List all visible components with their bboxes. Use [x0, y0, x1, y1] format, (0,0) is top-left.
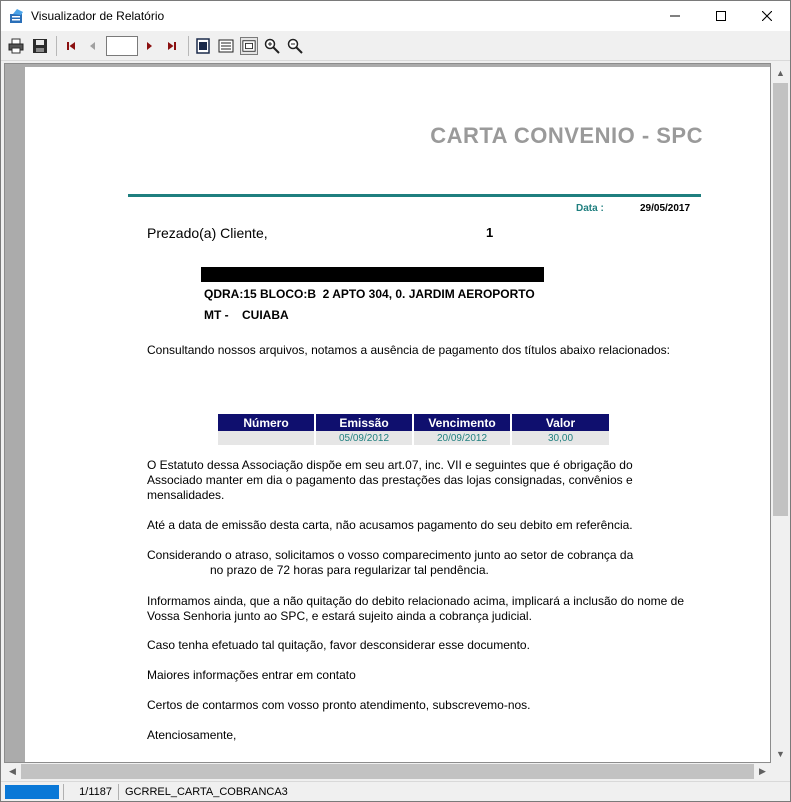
next-page-icon	[143, 40, 155, 52]
window-title: Visualizador de Relatório	[31, 9, 165, 23]
save-icon	[32, 38, 48, 54]
vertical-scroll-thumb[interactable]	[773, 83, 788, 516]
column-header-numero: Número	[218, 414, 315, 431]
cell-emissao: 05/09/2012	[315, 431, 413, 445]
cell-vencimento: 20/09/2012	[413, 431, 511, 445]
zoom-in-button[interactable]	[263, 37, 281, 55]
print-button[interactable]	[7, 37, 25, 55]
fit-page-icon	[242, 39, 256, 53]
maximize-icon	[716, 11, 726, 21]
paragraph-atenciosamente: Atenciosamente,	[147, 728, 237, 742]
zoom-out-button[interactable]	[286, 37, 304, 55]
table-header-row	[218, 414, 609, 431]
paragraph-atraso-line1: Considerando o atraso, solicitamos o vosso comparecimento junto ao setor de cobrança da	[147, 548, 634, 562]
toolbar	[1, 31, 790, 61]
client-number: 1	[486, 225, 494, 240]
paragraph-sem-pagamento: Até a data de emissão desta carta, não acusamos pagamento do seu debito em referência.	[147, 518, 633, 532]
status-bar	[1, 781, 790, 801]
multi-page-icon	[218, 38, 234, 54]
document-viewport[interactable]	[4, 63, 771, 763]
cell-numero	[218, 431, 315, 445]
address-line-2: MT - CUIABA	[204, 308, 289, 322]
report-page	[25, 67, 771, 763]
first-page-button[interactable]	[62, 37, 80, 55]
title-bar	[1, 1, 790, 31]
column-header-valor: Valor	[511, 414, 609, 431]
one-page-icon	[195, 38, 211, 54]
report-name: GCRREL_CARTA_COBRANCA3	[125, 786, 288, 798]
close-icon	[762, 11, 772, 21]
page-counter: 1/1187	[63, 784, 119, 800]
address-line-1: QDRA:15 BLOCO:B 2 APTO 304, 0. JARDIM AEROPORTO	[204, 287, 535, 301]
prev-page-icon	[87, 40, 99, 52]
progress-indicator	[5, 785, 59, 799]
print-icon	[8, 38, 24, 54]
next-page-button[interactable]	[140, 37, 158, 55]
column-header-vencimento: Vencimento	[413, 414, 511, 431]
paragraph-quitacao: Caso tenha efetuado tal quitação, favor desconsiderar esse documento.	[147, 638, 530, 652]
prev-page-button[interactable]	[84, 37, 102, 55]
scroll-left-arrow-icon[interactable]: ◀	[9, 766, 16, 776]
redacted-name	[201, 267, 544, 282]
fit-page-button[interactable]	[240, 37, 258, 55]
zoom-out-icon	[287, 38, 303, 54]
page-number-input[interactable]	[106, 36, 138, 56]
minimize-button[interactable]	[652, 1, 698, 31]
header-divider	[128, 194, 701, 197]
paragraph-spc: Informamos ainda, que a não quitação do debito relacionado acima, implicará a inclusão do nome de Vossa Senhoria junto ao SPC, e estará sujeito ainda a cobrança judicial.	[147, 594, 684, 623]
scroll-right-arrow-icon[interactable]: ▶	[759, 766, 766, 776]
date-label: Data :	[576, 203, 604, 214]
save-button[interactable]	[31, 37, 49, 55]
vertical-scrollbar[interactable]	[771, 63, 790, 763]
last-page-icon	[166, 40, 178, 52]
table-row	[218, 431, 609, 445]
paragraph-contato: Maiores informações entrar em contato	[147, 668, 356, 682]
column-header-emissao: Emissão	[315, 414, 413, 431]
close-button[interactable]	[744, 1, 790, 31]
horizontal-scroll-thumb[interactable]	[21, 764, 754, 779]
maximize-button[interactable]	[698, 1, 744, 31]
scroll-up-arrow-icon[interactable]: ▲	[776, 67, 785, 78]
intro-paragraph: Consultando nossos arquivos, notamos a ausência de pagamento dos títulos abaixo relacionados:	[147, 343, 671, 357]
titles-table	[218, 414, 609, 445]
paragraph-estatuto: O Estatuto dessa Associação dispõe em seu art.07, inc. VII e seguintes que é obrigação do Associado manter em dia o pagamento das prestações das lojas consignadas, convênios e mensalidades.	[147, 458, 633, 502]
app-icon	[9, 8, 25, 24]
horizontal-scrollbar[interactable]	[4, 763, 771, 780]
cell-valor: 30,00	[511, 431, 609, 445]
first-page-icon	[65, 40, 77, 52]
multi-page-button[interactable]	[217, 37, 235, 55]
last-page-button[interactable]	[163, 37, 181, 55]
greeting: Prezado(a) Cliente,	[147, 225, 268, 241]
paragraph-atraso-line2: no prazo de 72 horas para regularizar tal pendência.	[210, 563, 489, 577]
minimize-icon	[670, 11, 680, 21]
one-page-button[interactable]	[194, 37, 212, 55]
zoom-in-icon	[264, 38, 280, 54]
report-title: CARTA CONVENIO - SPC	[430, 123, 703, 148]
paragraph-atendimento: Certos de contarmos com vosso pronto atendimento, subscrevemo-nos.	[147, 698, 531, 712]
scroll-down-arrow-icon[interactable]: ▼	[776, 748, 785, 759]
date-value: 29/05/2017	[640, 203, 691, 214]
